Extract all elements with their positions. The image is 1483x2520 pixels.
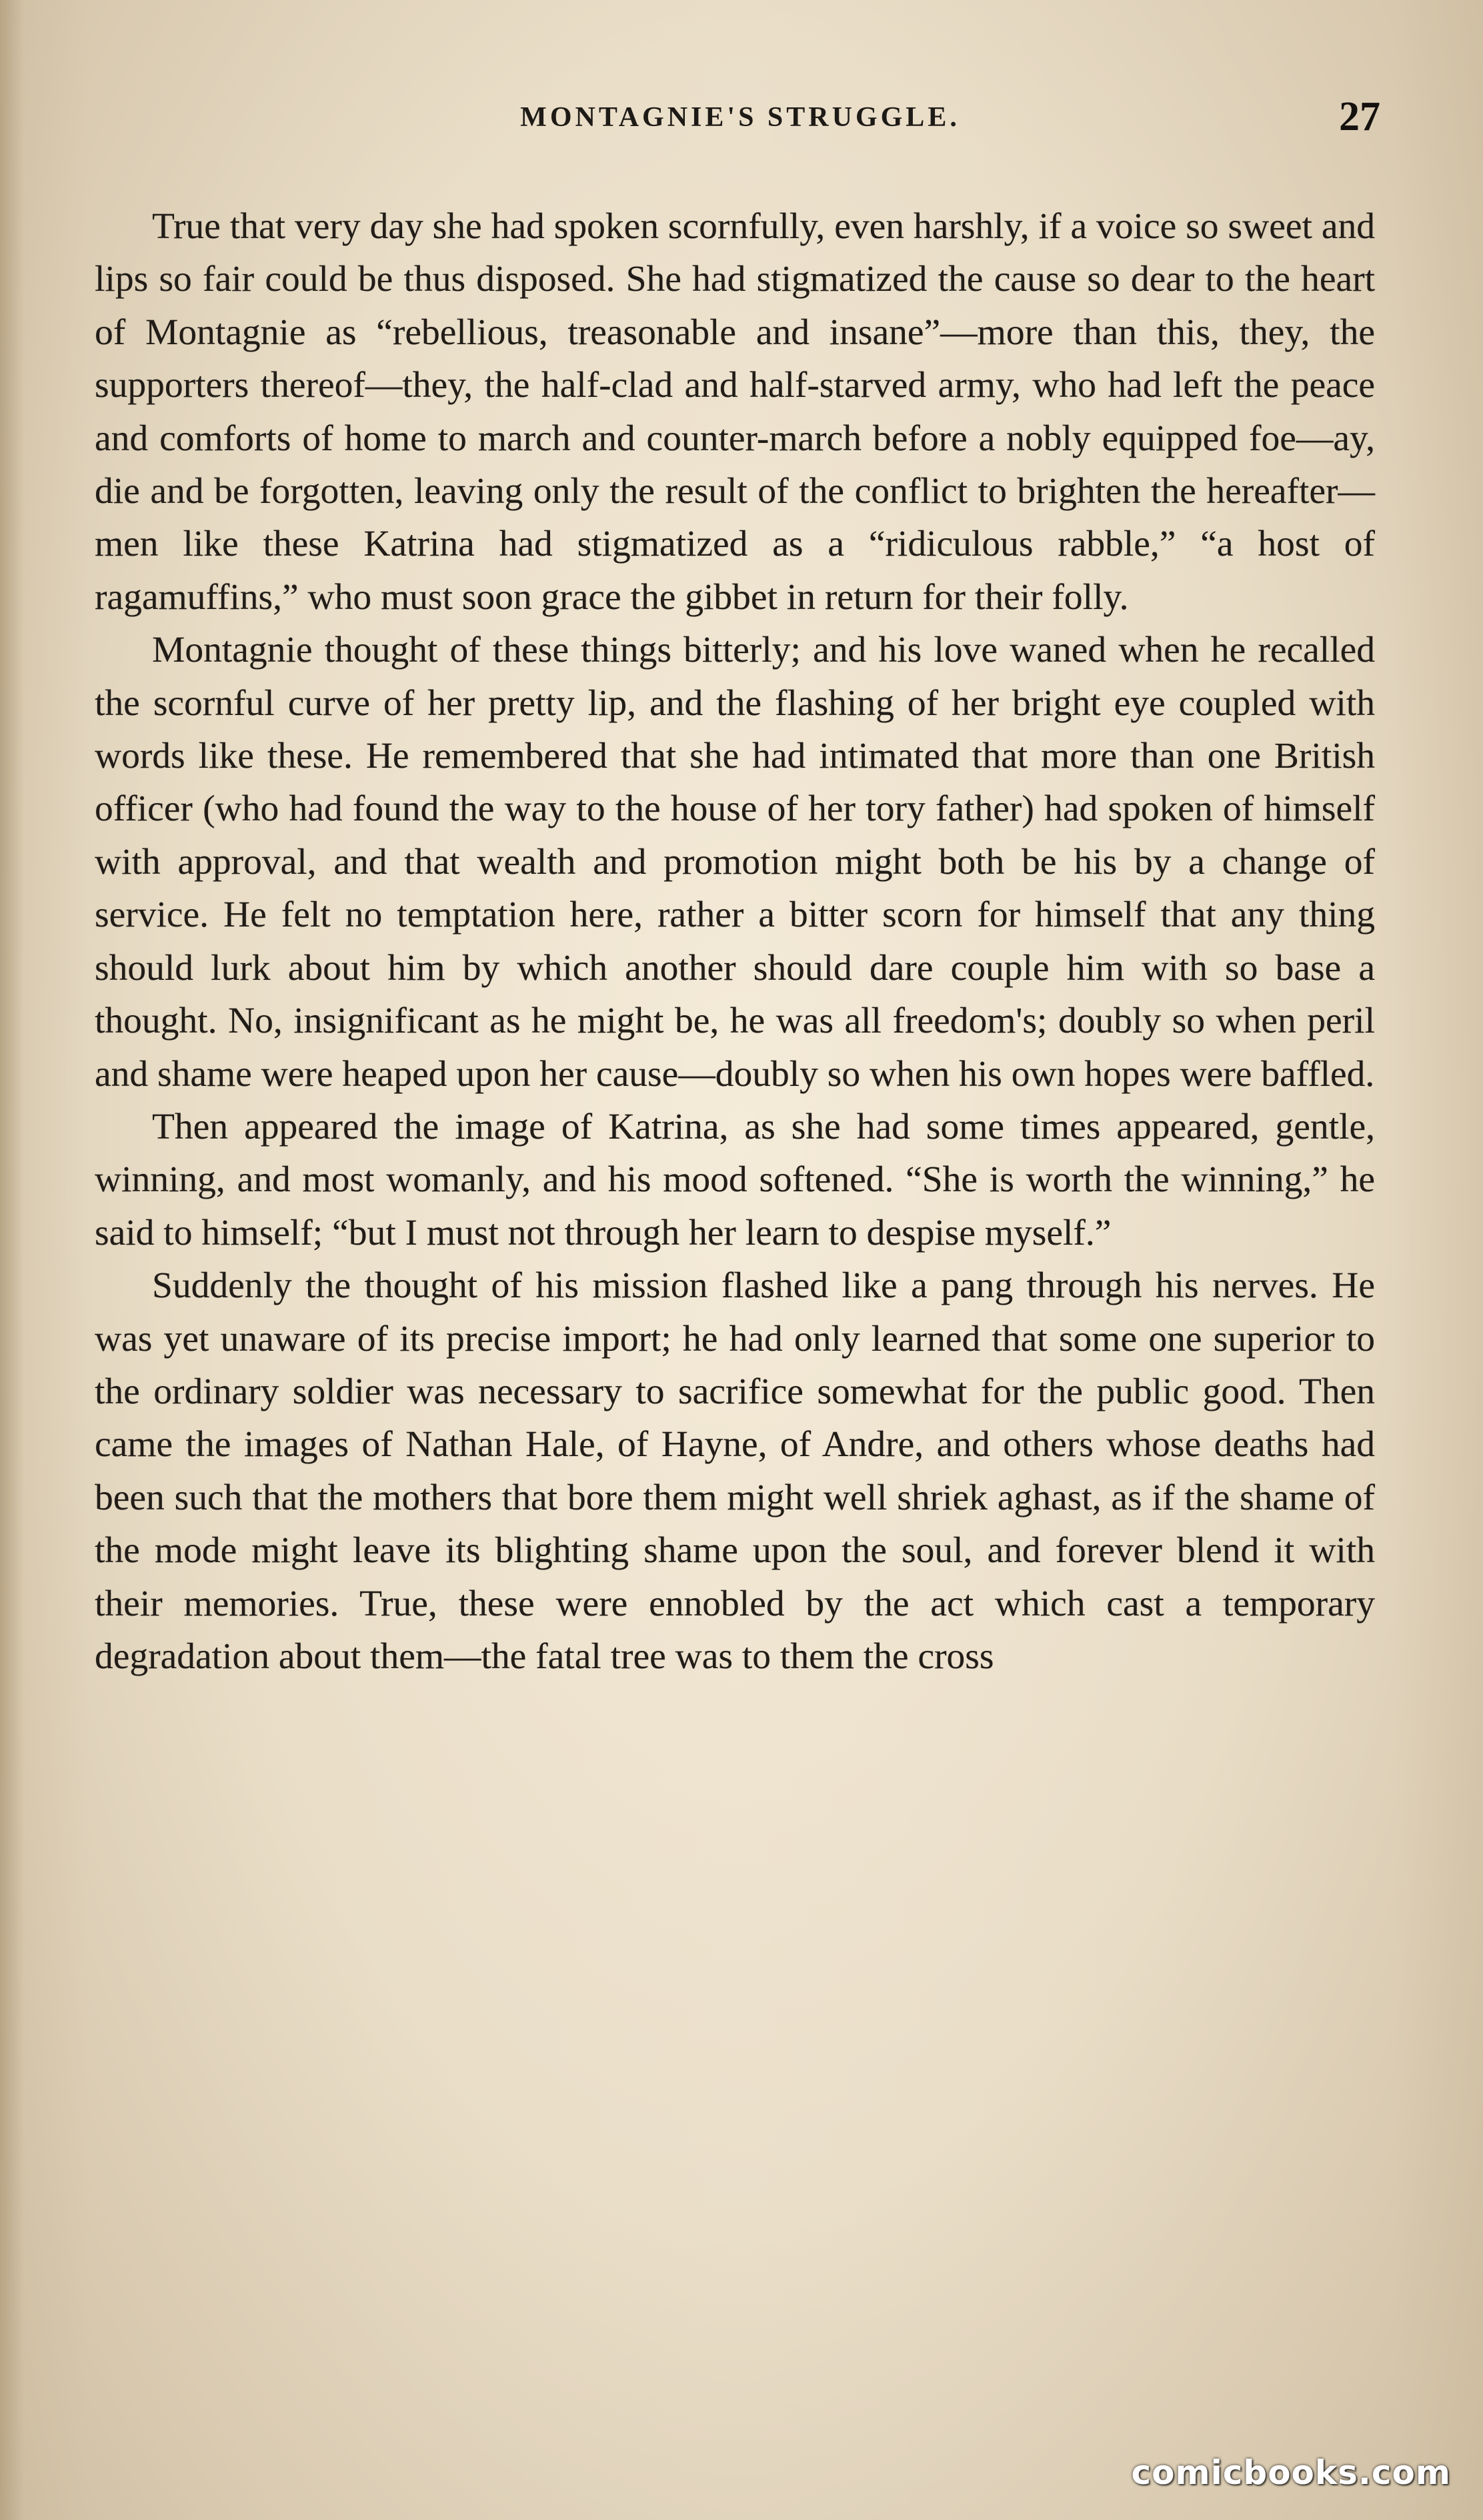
watermark: comicbooks.com (1131, 2453, 1451, 2492)
paragraph: True that very day she had spoken scornfully, even harshly, if a voice so sweet and lips so fair could be thus disposed. She had stigmatized the cause so dear to the heart of Montagnie as “rebellious, treasonable and insane”—more than this, they, the supporters thereof—they, the half-clad and half-starved army, who had left the peace and comforts of home to march and counter-march before a nobly equipped foe—ay, die and be forgotten, leaving only the result of the conflict to brighten the hereafter—men like these Katrina had stigmatized as a “ridiculous rabble,” “a host of ragamuffins,” who must soon grace the gibbet in return for their folly. (95, 206, 1375, 618)
paragraph: Then appeared the image of Katrina, as she had some times appeared, gentle, winning, and most womanly, and his mood softened. “She is worth the winning,” he said to himself; “but I must not through her learn to despise myself.” (95, 1106, 1375, 1253)
running-head: MONTAGNIE'S STRUGGLE. (520, 102, 960, 133)
page-number: 27 (1339, 94, 1380, 139)
page-header (100, 93, 1380, 153)
page-edge-shadow (0, 0, 24, 2520)
paragraph: Montagnie thought of these things bitterly; and his love waned when he recalled the scornful curve of her pretty lip, and the flashing of her bright eye coupled with words like these. He remembered that she had intimated that more than one British officer (who had found the way to the house of her tory father) had spoken of himself with approval, and that wealth and promotion might both be his by a change of service. He felt no temptation here, rather a bitter scorn for himself that any thing should lurk about him by which another should dare couple him with so base a thought. No, insignificant as he might be, he was all freedom's; doubly so when peril and shame were heaped upon her cause—doubly so when his own hopes were baffled. (95, 630, 1375, 1095)
paragraph: Suddenly the thought of his mission flashed like a pang through his nerves. He was yet unaware of its precise import; he had only learned that some one superior to the ordinary soldier was necessary to sacrifice somewhat for the public good. Then came the images of Nathan Hale, of Hayne, of Andre, and others whose deaths had been such that the mothers that bore them might well shriek aghast, as if the shame of the mode might leave its blighting shame upon the soul, and forever blend it with their memories. True, these were ennobled by the act which cast a temporary degradation about them—the fatal tree was to them the cross (95, 1265, 1375, 1677)
body-text (95, 200, 1375, 1683)
